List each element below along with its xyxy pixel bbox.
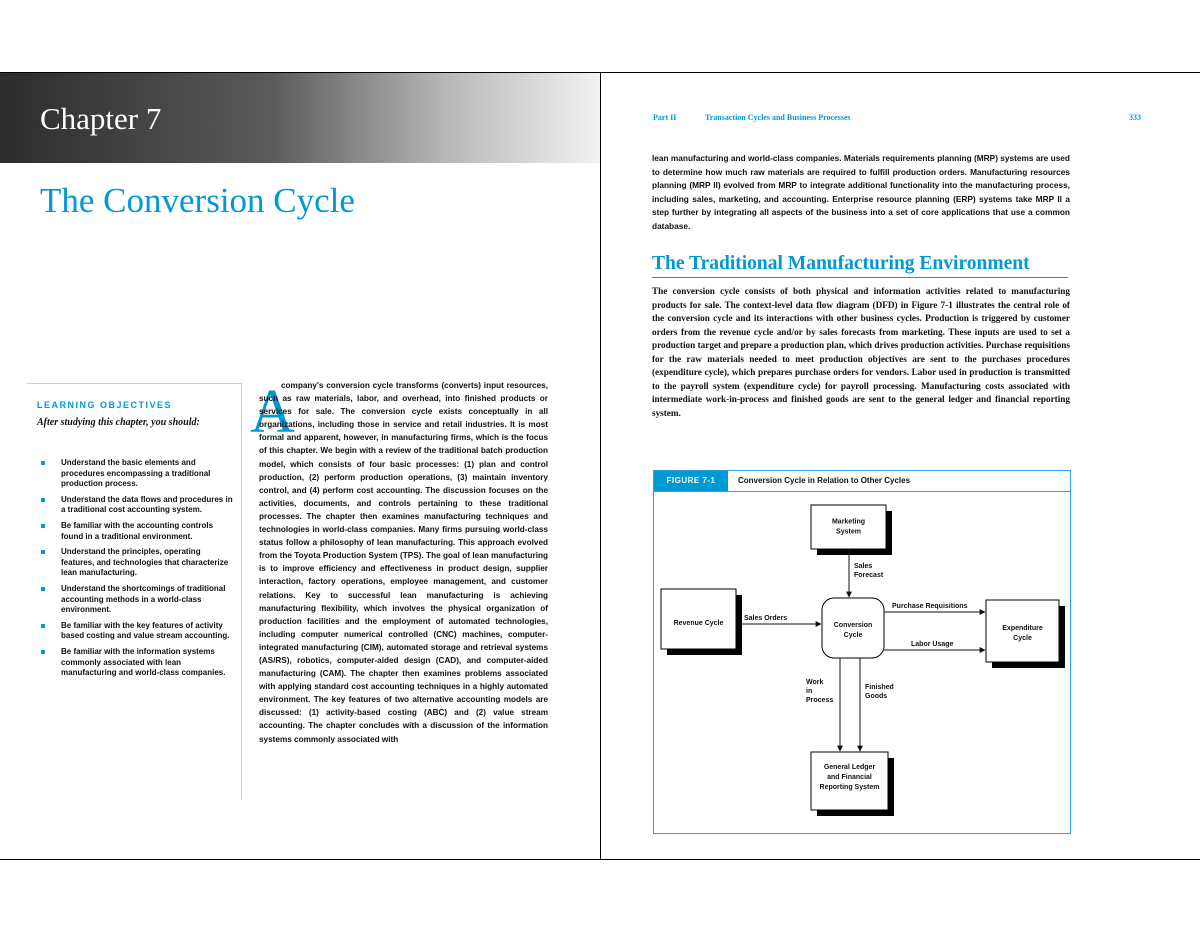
book-spread (0, 72, 1200, 860)
flow-finished-goods (860, 658, 894, 751)
objective-text: Be familiar with the key features of activity based costing and value stream accounting. (61, 620, 230, 641)
objective-item (37, 521, 233, 542)
figure-header (654, 471, 1070, 491)
node-revenue-cycle (661, 589, 742, 655)
flow-label: Sales Orders (744, 615, 788, 622)
flow-purchase-requisitions (884, 603, 985, 612)
section-title: The Traditional Manufacturing Environment (652, 253, 1030, 274)
objective-text: Be familiar with the information systems commonly associated with lean manufacturing and world-class companies. (61, 646, 226, 678)
running-head-section: Transaction Cycles and Business Processes (705, 113, 851, 122)
flow-sales-forecast (849, 549, 884, 597)
figure-caption: Conversion Cycle in Relation to Other Cycles (738, 476, 911, 485)
dfd-diagram (654, 492, 1070, 832)
objective-item (37, 495, 233, 516)
objectives-subheading: After studying this chapter, you should: (37, 417, 200, 428)
flow-label: Forecast (854, 572, 884, 579)
bullet-icon (41, 624, 45, 628)
node-label: Cycle (843, 632, 863, 639)
bullet-icon (41, 461, 45, 465)
chapter-title: The Conversion Cycle (40, 181, 355, 220)
objective-text: Understand the principles, operating features, and technologies that characterize lean manufacturing. (61, 547, 229, 578)
chapter-label: Chapter 7 (40, 101, 162, 136)
flow-label: Work (806, 679, 824, 686)
flow-label: in (806, 688, 813, 695)
running-head-part: Part II (653, 113, 677, 122)
chapter-banner (0, 73, 600, 163)
section-rule (652, 277, 1068, 278)
node-conversion-cycle (822, 598, 884, 658)
node-expenditure-cycle (986, 600, 1065, 668)
objective-text: Understand the shortcomings of traditional accounting methods in a world-class environment. (61, 583, 226, 615)
bullet-icon (41, 550, 45, 554)
objective-text: Understand the data flows and procedures in a traditional cost accounting system. (61, 494, 233, 515)
bullet-icon (41, 587, 45, 591)
node-label: Expenditure (1002, 625, 1043, 632)
body-paragraph: The conversion cycle consists of both physical and information activities related to manufacturing products for sale. The context-level data flow diagram (DFD) in Figure 7-1 illustrates the central role of the conversion cycle and its interactions with other business cycles. Production is triggered by customer orders from the revenue cycle and/or by sales forecasts from marketing. These inputs are used to set a production target and prepare a production plan, which drives production activities. Purchase requisitions for the raw materials needed to meet production objectives are sent to the purchases procedures (expenditure cycle), which prepares purchase orders for vendors. Labor used in production is transmitted to the payroll system (expenditure cycle) for payroll processing. Manufacturing costs associated with intermediate work-in-process and finished goods are sent to the general ledger and financial reporting system. (652, 286, 1070, 418)
flow-label: Purchase Requisitions (892, 603, 968, 610)
page-number: 333 (1129, 113, 1141, 122)
objective-item (37, 647, 233, 679)
bullet-icon (41, 498, 45, 502)
flow-label: Labor Usage (911, 641, 954, 648)
drop-cap: A (250, 378, 295, 446)
objective-text: Understand the basic elements and procedures encompassing a traditional production process. (61, 458, 211, 489)
bullet-icon (41, 650, 45, 654)
flow-label: Goods (865, 693, 888, 700)
objective-item (37, 621, 233, 642)
objective-text: Be familiar with the accounting controls found in a traditional environment. (61, 520, 214, 541)
flow-sales-orders (736, 615, 821, 624)
node-label: General Ledger (823, 764, 876, 771)
figure-7-1 (653, 470, 1071, 834)
learning-objectives-box (27, 383, 242, 800)
node-label: Reporting System (819, 784, 880, 791)
flow-labor-usage (884, 641, 985, 650)
flow-label: Sales (854, 563, 873, 570)
node-label: Marketing (831, 518, 866, 526)
node-marketing-system (811, 505, 892, 555)
objective-item (37, 458, 233, 490)
page-gutter (600, 73, 601, 859)
node-label: Cycle (1013, 635, 1032, 642)
flow-work-in-process (806, 658, 840, 751)
objectives-heading: LEARNING OBJECTIVES (37, 400, 173, 410)
figure-number: FIGURE 7-1 (654, 471, 728, 491)
bullet-icon (41, 524, 45, 528)
node-label: and Financial (827, 774, 872, 781)
node-general-ledger (811, 752, 894, 816)
node-label: System (836, 528, 861, 536)
objectives-list (37, 458, 233, 684)
node-label: Conversion (833, 622, 873, 629)
flow-label: Process (806, 697, 834, 704)
objective-item (37, 584, 233, 616)
flow-label: Finished (865, 684, 894, 691)
objective-item (37, 547, 233, 579)
node-label: Revenue Cycle (673, 620, 724, 627)
body-paragraph: lean manufacturing and world-class companies. Materials requirements planning (MRP) systems are used to determine how much raw materials are required to fulfill production orders. Manufacturing resources planning (MRP II) evolved from MRP to integrate additional functionality into the manufacturing process, including sales, marketing, and accounting. Enterprise resource planning (ERP) systems take MRP II a step further by integrating all aspects of the business into a set of core applications that use a common database. (652, 153, 1070, 231)
intro-paragraph: company's conversion cycle transforms (converts) input resources, such as raw materials, labor, and overhead, into finished products or services for sale. The conversion cycle exists conceptually in all organizations, including those in service and retail industries. It is most formal and apparent, however, in manufacturing firms, which is the focus of this chapter. We begin with a review of the traditional batch production model, which consists of four basic processes: (1) plan and control production, (2) perform production operations, (3) maintain inventory control, and (4) perform cost accounting. The discussion focuses on the activities, documents, and controls pertaining to these traditional processes. The chapter then examines manufacturing techniques and technologies in world-class companies. Many firms pursuing world-class status follow a philosophy of lean manufacturing. This approach evolved from the Toyota Production System (TPS). The goal of lean manufacturing is to improve efficiency and effectiveness in product design, supplier interaction, factory operations, employee management, and customer relations. Key to successful lean manufacturing is achieving manufacturing flexibility, which involves the physical organization of production facilities and the employment of automated technologies, including computer numerical controlled (CNC) machines, computer-integrated manufacturing (CIM), automated storage and retrieval systems (AS/RS), robotics, computer-aided design (CAD), and computer-aided manufacturing (CAM). The chapter then examines problems associated with applying standard cost accounting techniques in a highly automated environment. The key features of two alternative accounting models are discussed: (1) activity-based costing (ABC) and (2) value stream accounting. The chapter concludes with a discussion of the information systems commonly associated with (259, 381, 548, 744)
